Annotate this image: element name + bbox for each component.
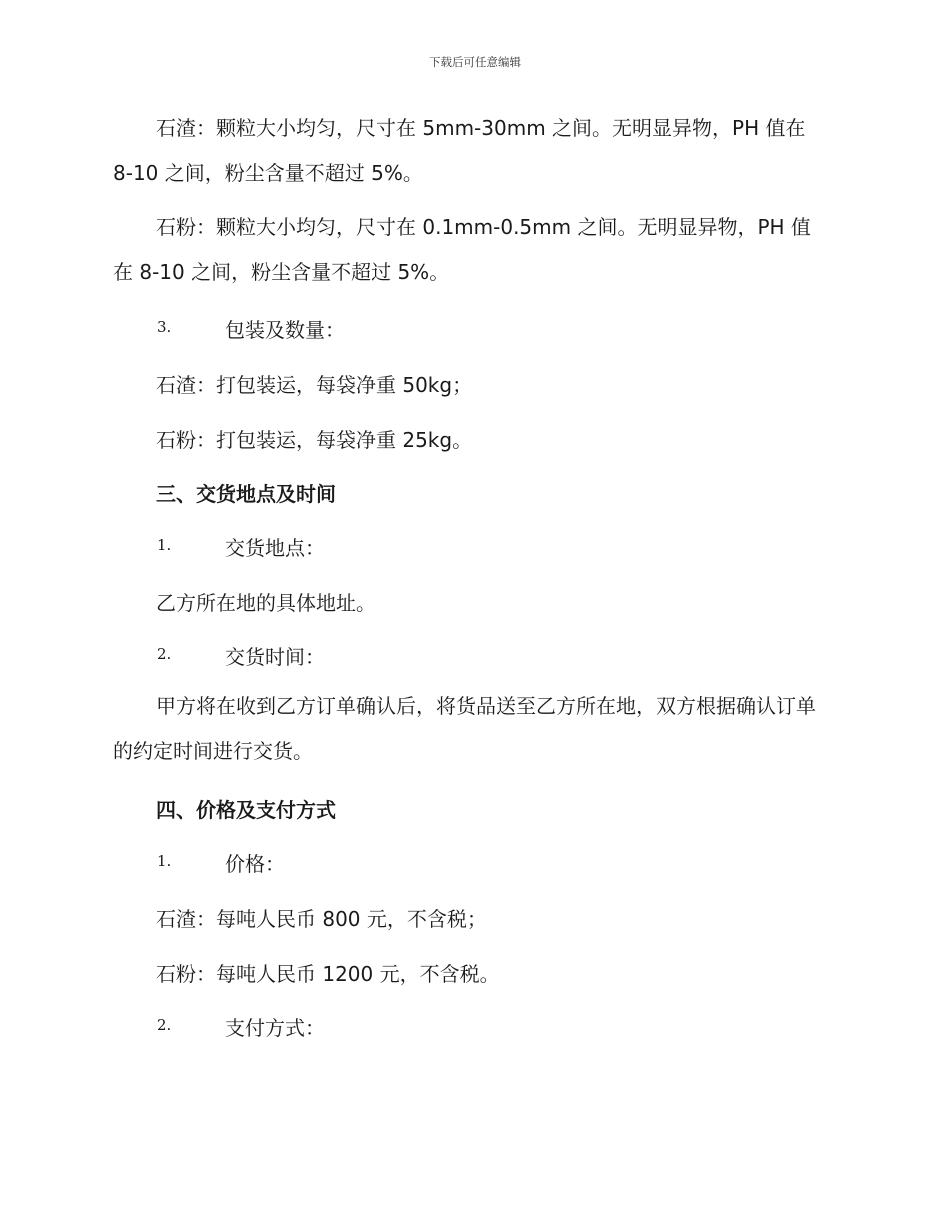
section4-heading: 四、价格及支付方式 (156, 798, 336, 822)
packaging-title: 包装及数量： (225, 318, 345, 342)
place-text: 乙方所在地的具体地址。 (156, 591, 376, 615)
time-text: 甲方将在收到乙方订单确认后，将货品送至乙方所在地，双方根据确认订单的约定时间进行交货。 (113, 694, 816, 763)
price-powder: 石粉：每吨人民币 1200 元，不含税。 (156, 962, 500, 986)
time-paragraph (113, 684, 830, 774)
section3-heading: 三、交货地点及时间 (156, 482, 336, 506)
spec-slag-text: 石渣：颗粒大小均匀，尺寸在 5mm-30mm 之间。无明显异物，PH 值在 8-10 之间，粉尘含量不超过 5%。 (113, 116, 806, 185)
time-title: 交货时间： (225, 645, 325, 669)
spec-powder-text: 石粉：颗粒大小均匀，尺寸在 0.1mm-0.5mm 之间。无明显异物，PH 值在 8-10 之间，粉尘含量不超过 5%。 (113, 215, 811, 284)
packaging-powder: 石粉：打包装运，每袋净重 25kg。 (156, 428, 473, 452)
packaging-slag: 石渣：打包装运，每袋净重 50kg； (156, 373, 473, 397)
price-slag: 石渣：每吨人民币 800 元，不含税； (156, 907, 487, 931)
page-header: 下载后可任意编辑 (429, 55, 521, 69)
place-title: 交货地点： (225, 536, 325, 560)
spec-slag-paragraph (113, 106, 830, 196)
price-number: 1. (157, 852, 172, 870)
price-title: 价格： (225, 852, 285, 876)
pay-title: 支付方式： (225, 1016, 325, 1040)
packaging-number: 3. (157, 318, 172, 336)
place-number: 1. (157, 536, 172, 554)
pay-number: 2. (157, 1016, 172, 1034)
time-number: 2. (157, 645, 172, 663)
spec-powder-paragraph (113, 205, 830, 295)
